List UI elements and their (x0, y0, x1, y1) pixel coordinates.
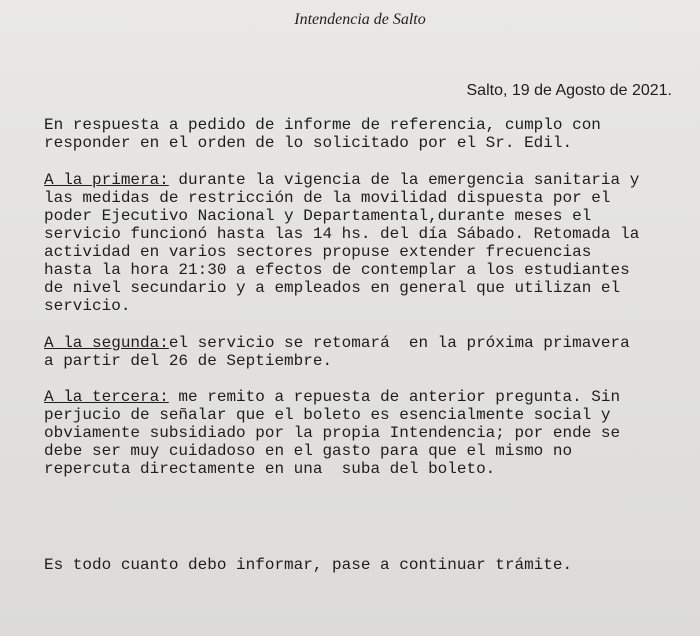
first-answer-label: A la primera: (44, 171, 169, 189)
intro-paragraph (44, 116, 684, 152)
second-answer-label: A la segunda: (44, 334, 169, 352)
third-answer-label: A la tercera: (44, 388, 169, 406)
first-answer-line: de nivel secundario y a empleados en general que utilizan el (44, 279, 621, 297)
first-answer-line: servicio. (44, 297, 131, 315)
first-answer-line: durante la vigencia de la emergencia sanitaria y (168, 171, 640, 189)
third-answer-line: me remito a repuesta de anterior pregunta. Sin (168, 388, 621, 406)
third-answer-line: repercuta directamente en una suba del boleto. (44, 460, 496, 478)
third-answer-line: perjucio de señalar que el boleto es esencialmente social y (44, 406, 611, 424)
closing-paragraph (44, 556, 684, 574)
closing-line: Es todo cuanto debo informar, pase a continuar trámite. (44, 556, 573, 574)
third-answer-line: debe ser muy cuidadoso en el gasto para que el mismo no (44, 442, 573, 460)
first-answer-paragraph (44, 171, 684, 315)
first-answer-line: servicio funcionó hasta las 14 hs. del día Sábado. Retomada la (44, 225, 640, 243)
second-answer-paragraph (44, 334, 684, 370)
third-answer-line: obviamente subsidiado por la propia Intendencia; por ende se (44, 424, 621, 442)
intro-line: En respuesta a pedido de informe de referencia, cumplo con (44, 116, 601, 134)
second-answer-line: el servicio se retomará en la próxima primavera (168, 334, 630, 352)
first-answer-line: actividad en varios sectores propuse extender frecuencias (44, 243, 592, 261)
first-answer-line: hasta la hora 21:30 a efectos de contemplar a los estudiantes (44, 261, 630, 279)
first-answer-line: poder Ejecutivo Nacional y Departamental,durante meses el (44, 207, 592, 225)
letterhead-title: Intendencia de Salto (294, 11, 426, 28)
first-answer-line: las medidas de restricción de la movilidad dispuesta por el (44, 189, 611, 207)
document-date: Salto, 19 de Agosto de 2021. (466, 82, 672, 99)
second-answer-line: a partir del 26 de Septiembre. (44, 352, 333, 370)
third-answer-paragraph (44, 388, 684, 478)
intro-line: responder en el orden de lo solicitado por el Sr. Edil. (44, 134, 573, 152)
